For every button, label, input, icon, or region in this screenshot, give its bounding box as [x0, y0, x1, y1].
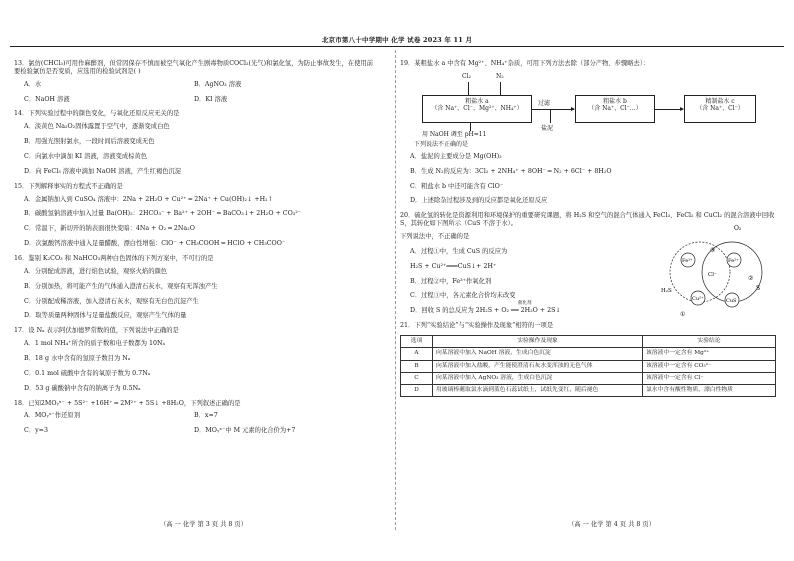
q15-option-d[interactable]: D．次氯酸钙溶液中通入足量醋酸，漂白性增强：ClO⁻ + CH₃COOH ═ HClO + CH₃COO⁻	[24, 240, 286, 248]
row-d-option: D	[401, 384, 433, 396]
arrow-1	[532, 109, 574, 110]
q20-stem: 20．硫化氢的转化是资源利用和环境保护的重要研究课题，将 H₂S 和空气的混合气体通入 FeCl₃、FeCl₂ 和 CuCl₂ 的混合溶液中回收 S，其转化如下图所示（CuS 不溶于水）。	[400, 212, 775, 228]
left-column	[14, 60, 379, 442]
q20-option-d-condition: 催化剂	[518, 301, 532, 307]
box-brine-a-title: 粗盐水 a	[465, 97, 489, 105]
q17-option-d[interactable]: D．53 g 碳酸钠中含有的钠离子为 0.5Nₐ	[24, 384, 141, 392]
row-c-conclusion: 该溶液中一定含有 Cl⁻	[643, 372, 776, 384]
question-16	[14, 255, 379, 320]
q16-option-c[interactable]: C．分别配成稀溶液，加入澄清石灰水，观察有无白色沉淀产生	[24, 297, 199, 305]
q20-option-a-eq: H₂S + Cu²⁺═══CuS↓+ 2H⁺	[410, 262, 497, 270]
table-row[interactable]	[401, 360, 776, 372]
row-b-option: B	[401, 360, 433, 372]
q14-option-a[interactable]: A．淡黄色 Na₂O₂固体露置于空气中，逐渐变成白色	[24, 123, 170, 131]
q18-option-d[interactable]: D．MOᵧˣ⁻中 M 元素的化合价为+7	[194, 427, 296, 435]
q20-option-c[interactable]: C．过程③中，各元素化合价均未改变	[410, 292, 516, 300]
q21-stem: 21．下列“实验结论”与“实验操作及现象”相符的一项是	[400, 322, 554, 330]
box-brine-a	[422, 95, 532, 123]
label-n2: N₂	[496, 72, 504, 80]
mud-line	[550, 109, 551, 123]
right-column	[400, 60, 780, 400]
row-c-option: C	[401, 372, 433, 384]
q20-question: 下列说法中，不正确的是	[400, 233, 470, 241]
label-naoh: 用 NaOH 调至 pH=11	[422, 130, 487, 138]
row-c-operation: 向某溶液中加入 AgNO₃ 溶液，生成白色沉淀	[433, 372, 643, 384]
q19-option-a[interactable]: A．盐泥的主要成分是 Mg(OH)₂	[410, 152, 502, 160]
q14-option-c[interactable]: C．向氯水中滴加 KI 溶液，溶液变成棕黄色	[24, 153, 148, 161]
label-cl2: Cl₂	[462, 72, 471, 80]
q19-question: 下列说法不正确的是	[414, 140, 469, 148]
q13-option-c[interactable]: C．NaOH 溶液	[24, 95, 70, 103]
footer-page-4: （高 一 化学 第 4 页 共 8 页）	[568, 521, 655, 528]
header-rule	[10, 46, 784, 47]
question-18	[14, 400, 379, 436]
q13-option-d[interactable]: D．KI 溶液	[194, 95, 228, 103]
q18-option-a[interactable]: A．MOᵧˣ⁻作还原剂	[24, 412, 81, 420]
q15-option-a[interactable]: A．金属钠加入到 CuSO₄ 溶液中：2Na + 2H₂O + Cu²⁺ ═ 2Na⁺ + Cu(OH)₂↓ +H₂↑	[24, 195, 273, 203]
q19-option-d[interactable]: D．上述除杂过程涉及到的反应都是氧化还原反应	[410, 197, 548, 205]
row-b-conclusion: 该溶液中一定含有 CO₃²⁻	[643, 360, 776, 372]
label-cus: CuS	[726, 298, 737, 305]
row-a-option: A	[401, 348, 433, 360]
row-a-operation: 向某溶液中加入 NaOH 溶液，生成白色沉淀	[433, 348, 643, 360]
q13-option-b[interactable]: B．AgNO₃ 溶液	[194, 80, 242, 88]
q20-cycle-diagram	[658, 220, 778, 320]
naoh-line	[470, 123, 471, 131]
box-brine-a-sub: （含 Na⁺、Cl⁻、Mg²⁺、NH₄⁺）	[431, 105, 523, 113]
question-15	[14, 183, 379, 248]
label-fe2: Fe²⁺	[728, 258, 739, 265]
header-operation: 实验操作及现象	[433, 336, 643, 348]
row-b-operation: 向某溶液中加入盐酸，产生能使澄清石灰水变浑浊的无色气体	[433, 360, 643, 372]
label-fe3: Fe³⁺	[682, 258, 693, 265]
q18-option-c[interactable]: C．y=3	[24, 427, 48, 435]
q15-option-b[interactable]: B．碳酸氢钠溶液中加入过量 Ba(OH)₂：2HCO₃⁻ + Ba²⁺ + 2OH⁻ ═ BaCO₃↓+ 2H₂O + CO₃²⁻	[24, 210, 302, 218]
row-d-operation: 用玻璃棒蘸取氯水滴到蓝色石蕊试纸上，试纸先变红，随后褪色	[433, 384, 643, 396]
q20-option-d-text: D．回收 S 的总反应为 2H₂S + O₂ ══ 2H₂O + 2S↓	[410, 307, 561, 315]
label-mud: 盐泥	[541, 124, 554, 132]
q20-option-d[interactable]	[410, 301, 650, 315]
q17-option-a[interactable]: A．1 mol NH₄⁺所含的质子数和电子数都为 10Nₐ	[24, 340, 165, 348]
label-h2s: H₂S	[661, 288, 672, 295]
q14-option-d[interactable]: D．向 FeCl₃ 溶液中滴加 NaOH 溶液，产生红褐色沉淀	[24, 167, 182, 175]
table-row[interactable]	[401, 348, 776, 360]
label-cu2: Cu²⁺	[692, 296, 704, 303]
q19-option-b[interactable]: B．生成 N₂的反应为：3Cl₂ + 2NH₄⁺ + 8OH⁻ ═ N₂ + 6Cl⁻ + 8H₂O	[410, 167, 612, 175]
label-step3: ③	[710, 247, 716, 255]
q13-stem: 13．氯仿(CHCl₃)可用作麻醉剂，但常因保存不慎而被空气氧化产生剧毒物质COCl₂(光气)和氯化氢，为防止事故发生，在使用前要检验氯仿是否变质，应选用的检验试剂是( )	[14, 60, 374, 75]
row-d-conclusion: 氯水中含有酸性物质、漂白性物质	[643, 384, 776, 396]
q17-option-c[interactable]: C．0.1 mol 硫酸中含有的氧原子数为 0.7Nₐ	[24, 369, 151, 377]
table-header-row	[401, 336, 776, 348]
q20-option-b[interactable]: B．过程②中，Fe³⁺作氧化剂	[410, 277, 492, 285]
label-filter: 过滤	[538, 99, 551, 107]
label-step1: ①	[680, 311, 686, 319]
box-brine-b-sub: （含 Na⁺、Cl⁻…）	[588, 105, 642, 113]
footer-page-3: （高 一 化学 第 3 页 共 8 页）	[160, 521, 247, 528]
table-row[interactable]	[401, 372, 776, 384]
box-brine-b-title: 粗盐水 b	[603, 97, 627, 105]
q14-stem: 14．下列实验过程中的颜色变化，与氧化还原反应无关的是	[14, 110, 180, 118]
n2-arrow	[500, 82, 501, 95]
question-20	[400, 212, 780, 319]
question-19	[400, 60, 780, 205]
header-option: 选项	[401, 336, 433, 348]
cl2-arrow	[468, 82, 469, 95]
column-divider	[395, 50, 396, 530]
q17-option-b[interactable]: B．18 g 水中含有的氢原子数目为 Nₐ	[24, 355, 131, 363]
q18-option-b[interactable]: B．x=7	[194, 412, 218, 420]
question-14	[14, 110, 379, 175]
question-13	[14, 60, 379, 103]
q13-option-a[interactable]: A．水	[24, 80, 42, 88]
label-s: S	[756, 285, 761, 293]
label-o2: O₂	[734, 225, 742, 233]
q16-option-a[interactable]: A．分别配成溶液，进行焰色试验，观察火焰的颜色	[24, 267, 168, 275]
row-a-conclusion: 该溶液中一定含有 Mg²⁺	[643, 348, 776, 360]
arrow-2	[655, 109, 683, 110]
box-brine-c	[684, 95, 756, 123]
q19-option-c[interactable]: C．粗盐水 b 中还可能含有 ClO⁻	[410, 182, 504, 190]
q15-stem: 15．下列解释事实的方程式不正确的是	[14, 182, 123, 190]
q16-option-b[interactable]: B．分别加热，将可能产生的气体通入澄清石灰水，观察有无浑浊产生	[24, 282, 218, 290]
header-conclusion: 实验结论	[643, 336, 776, 348]
q18-stem: 18．已知2MOᵧˣ⁻ + 5S²⁻ +16H⁺ ═ 2M²⁺ + 5S↓ +8H₂O，下列叙述正确的是	[14, 399, 241, 407]
question-17	[14, 327, 379, 392]
q19-flow-diagram	[400, 73, 780, 151]
q14-option-b[interactable]: B．用强光照射氯水，一段时间后溶液变成无色	[24, 138, 155, 146]
q20-option-a[interactable]: A．过程①中，生成 CuS 的反应为	[410, 247, 508, 255]
box-brine-c-title: 精制盐水 c	[705, 97, 735, 105]
label-cl: Cl⁻	[708, 272, 717, 279]
label-step2: ②	[748, 275, 754, 283]
q17-stem: 17．设 Nₐ 表示阿伏加德罗常数的值，下列说法中正确的是	[14, 327, 179, 335]
page-header: 北京市第八十中学期中 化学 试卷 2023 年 11 月	[321, 36, 473, 44]
q19-stem: 19．某粗盐水 a 中含有 Mg²⁺、NH₄⁺杂质，可用下列方法去除（部分产物、步骤略去）：	[400, 60, 650, 67]
table-row[interactable]	[401, 384, 776, 396]
q21-table	[400, 335, 776, 397]
box-brine-b	[575, 95, 655, 123]
q15-option-c[interactable]: C．常温下，新切开的钠表面很快变暗：4Na + O₂ ═ 2Na₂O	[24, 225, 195, 233]
question-21	[400, 322, 780, 397]
q16-stem: 16．鉴别 K₂CO₃ 和 NaHCO₃两种白色固体的下列方案中，不可行的是	[14, 255, 214, 263]
q16-option-d[interactable]: D．取等质量两种固体与足量盐酸反应，观察产生气体的量	[24, 312, 187, 320]
box-brine-c-sub: （含 Na⁺、Cl⁻）	[696, 105, 744, 113]
